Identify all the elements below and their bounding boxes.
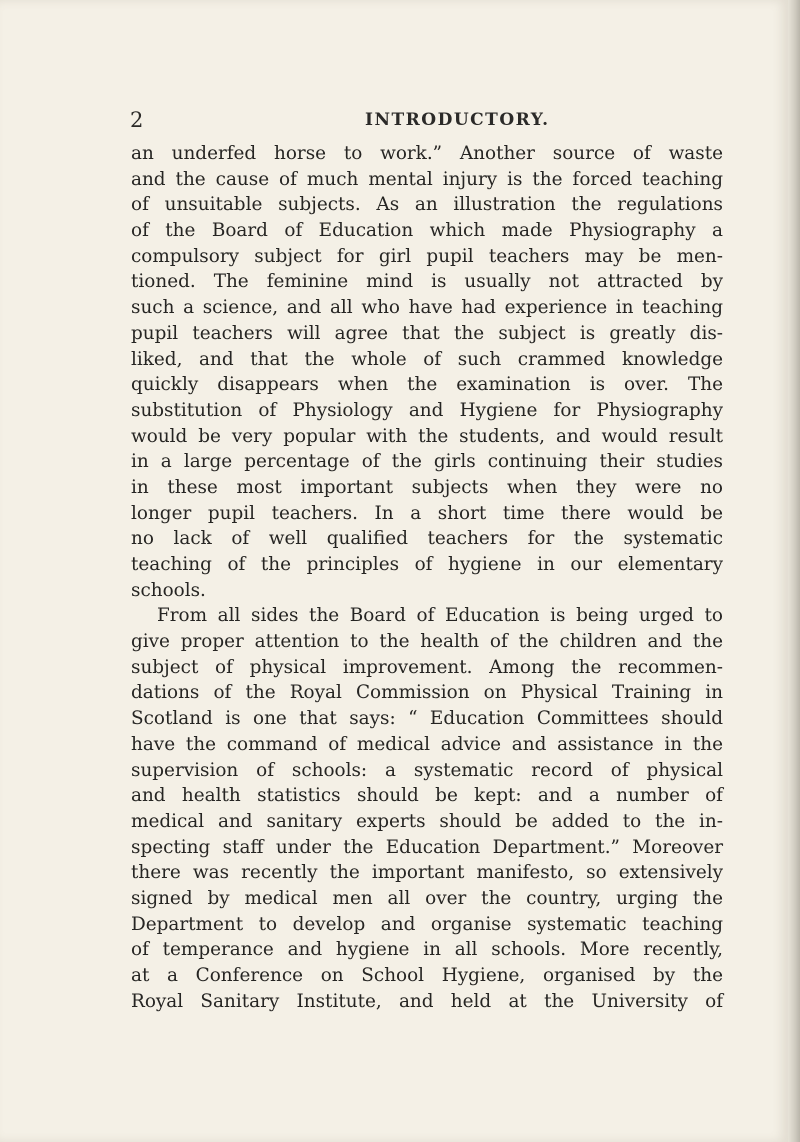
text-line: would be very popular with the students, and would result [131,425,723,447]
text-line: signed by medical men all over the country, urging the [131,887,723,909]
text-line: and health statistics should be kept: and a number of [131,785,723,807]
text-line: specting staff under the Education Department.” Moreover [131,836,723,858]
text-line: an underfed horse to work.” Another source of waste [131,143,723,164]
text-line: Department to develop and organise systematic teaching [131,913,723,935]
text-line: have the command of medical advice and assistance in the [131,733,723,755]
text-line: of unsuitable subjects. As an illustration the regulations [131,194,723,216]
text-line: in a large percentage of the girls continuing their studies [131,451,723,473]
book-edge [788,0,800,1142]
paragraph-start-line: From all sides the Board of Education is being urged to [157,605,723,627]
text-line: give proper attention to the health of the children and the [131,631,723,653]
text-line: Scotland is one that says: “ Education Committees should [131,708,723,730]
text-line: supervision of schools: a systematic record of physical [131,759,723,781]
text-line: dations of the Royal Commission on Physical Training in [131,682,723,704]
text-line: longer pupil teachers. In a short time there would be [131,502,723,524]
text-line: tioned. The feminine mind is usually not attracted by [131,271,723,293]
text-line: pupil teachers will agree that the subject is greatly dis- [131,322,723,344]
text-line: teaching of the principles of hygiene in our elementary [131,554,723,575]
text-line: of the Board of Education which made Physiography a [131,220,723,242]
text-line: medical and sanitary experts should be added to the in- [131,810,723,832]
text-line: no lack of well qualified teachers for the systematic [131,528,723,550]
text-line: subject of physical improvement. Among the recommen- [131,656,723,678]
text-line: compulsory subject for girl pupil teachers may be men- [131,245,723,267]
paragraph-end-line: schools. [131,579,206,601]
text-line: quickly disappears when the examination is over. The [131,374,723,396]
text-line: substitution of Physiology and Hygiene for Physiography [131,399,723,421]
text-line: of temperance and hygiene in all schools. More recently, [131,939,723,961]
text-line: there was recently the important manifesto, so extensively [131,862,723,884]
text-line: in these most important subjects when they were no [131,476,723,498]
text-line: such a science, and all who have had experience in teaching [131,297,723,319]
text-line: Royal Sanitary Institute, and held at the University of [131,990,723,1012]
page-header [0,108,788,138]
page-number: 2 [130,108,144,132]
running-head: INTRODUCTORY. [365,110,550,130]
body-text [131,141,723,1014]
text-line: and the cause of much mental injury is the forced teaching [131,168,723,190]
text-line: at a Conference on School Hygiene, organised by the [131,965,723,986]
text-line: liked, and that the whole of such crammed knowledge [131,348,723,370]
